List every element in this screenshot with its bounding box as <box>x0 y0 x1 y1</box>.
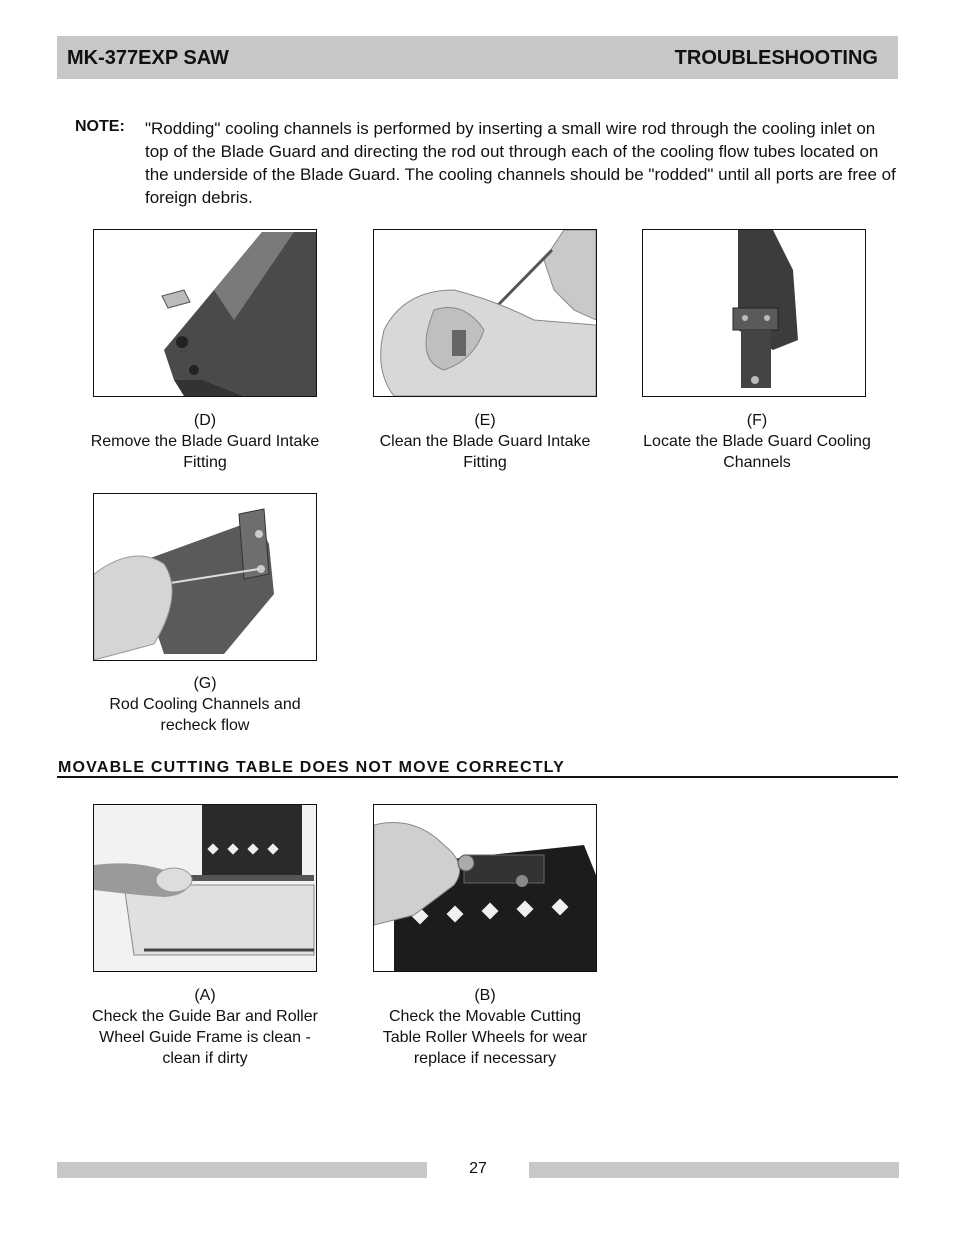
caption-e-line2: Fitting <box>463 454 507 471</box>
caption-f <box>627 410 887 473</box>
caption-d <box>75 410 335 473</box>
caption-e-letter: (E) <box>474 412 496 429</box>
caption-e-line1: Clean the Blade Guard Intake <box>379 433 591 450</box>
photo-locate-cooling-channels <box>642 229 866 397</box>
model-title: MK-377EXP SAW <box>67 47 229 69</box>
photo-check-roller-wheels <box>373 804 597 972</box>
caption-a-line3: clean if dirty <box>162 1050 248 1067</box>
note-label: NOTE: <box>75 118 125 135</box>
footer-bar-left <box>57 1162 427 1178</box>
photo-clean-intake-fitting <box>373 229 597 397</box>
photo-rod-cooling-channels <box>93 493 317 661</box>
section-divider <box>57 776 898 778</box>
caption-g-line2: recheck flow <box>160 717 250 734</box>
caption-a <box>75 985 335 1069</box>
caption-d-line2: Fitting <box>183 454 227 471</box>
caption-f-line2: Channels <box>723 454 791 471</box>
photo-remove-intake-fitting <box>93 229 317 397</box>
caption-a-letter: (A) <box>194 987 216 1004</box>
caption-d-letter: (D) <box>193 412 217 429</box>
caption-b-line3: replace if necessary <box>413 1050 557 1067</box>
caption-b-line1: Check the Movable Cutting <box>388 1008 582 1025</box>
section-title: TROUBLESHOOTING <box>674 47 878 69</box>
section-heading: MOVABLE CUTTING TABLE DOES NOT MOVE CORRECTLY <box>58 759 566 776</box>
caption-a-line1: Check the Guide Bar and Roller <box>92 1008 318 1025</box>
caption-d-line1: Remove the Blade Guard Intake <box>90 433 320 450</box>
caption-b <box>355 985 615 1069</box>
note-text: "Rodding" cooling channels is performed by inserting a small wire rod through the cooling inlet on top of the Blade Guard and directing the rod out through each of the cooling flow tubes located on the underside of the Blade Guard. The cooling channels should be "rodded" until all ports are free of foreign debris. <box>145 119 896 207</box>
caption-g-letter: (G) <box>193 675 217 692</box>
caption-b-line2: Table Roller Wheels for wear <box>382 1029 588 1046</box>
caption-f-letter: (F) <box>746 412 768 429</box>
caption-f-line1: Locate the Blade Guard Cooling <box>643 433 871 450</box>
caption-e <box>355 410 615 473</box>
caption-b-letter: (B) <box>474 987 496 1004</box>
footer-bar-right <box>529 1162 899 1178</box>
caption-a-line2: Wheel Guide Frame is clean - <box>99 1029 311 1046</box>
caption-g-line1: Rod Cooling Channels and <box>109 696 301 713</box>
photo-check-guide-bar <box>93 804 317 972</box>
header-bar <box>57 36 898 79</box>
caption-g <box>75 673 335 736</box>
page-number: 27 <box>469 1160 487 1177</box>
